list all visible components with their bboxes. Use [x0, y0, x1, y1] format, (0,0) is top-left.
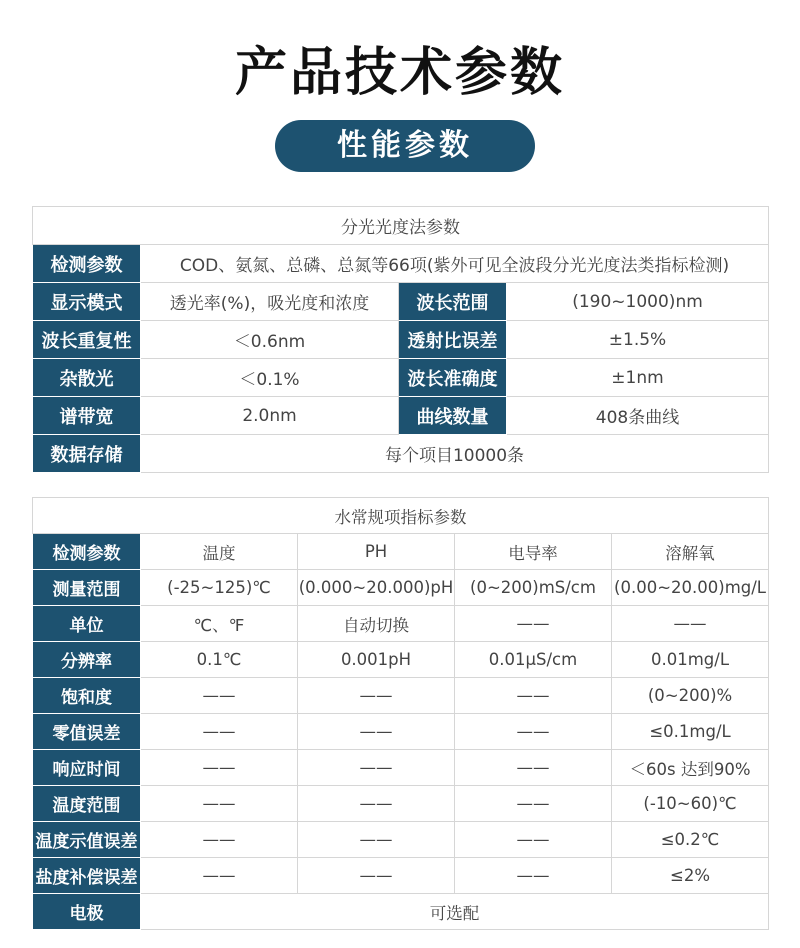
- cell-value: (190~1000)nm: [507, 283, 769, 321]
- cell-value: ——: [612, 606, 769, 642]
- table-row: [33, 283, 769, 321]
- table-row: [33, 786, 769, 822]
- column-header: 电导率: [455, 534, 612, 570]
- table-row: [33, 321, 769, 359]
- cell-value: 可选配: [141, 894, 769, 930]
- cell-value: ——: [455, 786, 612, 822]
- table-row: [33, 858, 769, 894]
- row-label: 透射比误差: [399, 321, 507, 359]
- cell-value: (-25~125)℃: [141, 570, 298, 606]
- row-label: 检测参数: [33, 534, 141, 570]
- table-row: [33, 750, 769, 786]
- cell-value: ——: [141, 678, 298, 714]
- row-label: 数据存储: [33, 435, 141, 473]
- cell-value: ——: [298, 678, 455, 714]
- table-row: [33, 397, 769, 435]
- cell-value: (0~200)mS/cm: [455, 570, 612, 606]
- row-label: 测量范围: [33, 570, 141, 606]
- row-label: 波长准确度: [399, 359, 507, 397]
- row-label: 检测参数: [33, 245, 141, 283]
- table-row: [33, 678, 769, 714]
- cell-value: (-10~60)℃: [612, 786, 769, 822]
- row-label: 单位: [33, 606, 141, 642]
- cell-value: ——: [298, 714, 455, 750]
- cell-value: ＜0.6nm: [141, 321, 399, 359]
- cell-value: ±1.5%: [507, 321, 769, 359]
- cell-value: 透光率(%)，吸光度和浓度: [141, 283, 399, 321]
- cell-value: ——: [298, 786, 455, 822]
- cell-value: 自动切换: [298, 606, 455, 642]
- cell-value: ——: [141, 858, 298, 894]
- row-label: 分辨率: [33, 642, 141, 678]
- row-label: 波长重复性: [33, 321, 141, 359]
- row-label: 显示模式: [33, 283, 141, 321]
- row-label: 电极: [33, 894, 141, 930]
- cell-value: (0.00~20.00)mg/L: [612, 570, 769, 606]
- cell-value: ——: [298, 858, 455, 894]
- cell-value: 0.001pH: [298, 642, 455, 678]
- cell-value: COD、氨氮、总磷、总氮等66项(紫外可见全波段分光光度法类指标检测): [141, 245, 769, 283]
- column-header: 溶解氧: [612, 534, 769, 570]
- cell-value: ——: [455, 714, 612, 750]
- page-title: 产品技术参数: [234, 43, 565, 103]
- cell-value: (0.000~20.000)pH: [298, 570, 455, 606]
- water-parameters-table: [32, 497, 769, 930]
- cell-value: ≤2%: [612, 858, 769, 894]
- row-label: 响应时间: [33, 750, 141, 786]
- row-label: 盐度补偿误差: [33, 858, 141, 894]
- cell-value: ——: [455, 678, 612, 714]
- cell-value: ≤0.2℃: [612, 822, 769, 858]
- cell-value: ——: [141, 714, 298, 750]
- spectrophotometry-table: [32, 206, 769, 473]
- cell-value: ——: [141, 786, 298, 822]
- table-row: [33, 570, 769, 606]
- row-label: 谱带宽: [33, 397, 141, 435]
- row-label: 曲线数量: [399, 397, 507, 435]
- row-label: 温度示值误差: [33, 822, 141, 858]
- row-label: 零值误差: [33, 714, 141, 750]
- table-row: [33, 606, 769, 642]
- table-row: [33, 642, 769, 678]
- table-row: [33, 894, 769, 930]
- table-row: [33, 245, 769, 283]
- cell-value: ℃、℉: [141, 606, 298, 642]
- cell-value: ——: [141, 750, 298, 786]
- table-row: [33, 822, 769, 858]
- cell-value: 每个项目10000条: [141, 435, 769, 473]
- table-row: [33, 359, 769, 397]
- cell-value: ——: [298, 822, 455, 858]
- row-label: 杂散光: [33, 359, 141, 397]
- table-row: [33, 714, 769, 750]
- cell-value: 0.1℃: [141, 642, 298, 678]
- cell-value: ±1nm: [507, 359, 769, 397]
- cell-value: ——: [455, 858, 612, 894]
- cell-value: ＜60s 达到90%: [612, 750, 769, 786]
- table-header-row: [33, 534, 769, 570]
- row-label: 饱和度: [33, 678, 141, 714]
- table-row: [33, 435, 769, 473]
- cell-value: ——: [141, 822, 298, 858]
- cell-value: ——: [455, 606, 612, 642]
- table-caption: 水常规项指标参数: [33, 498, 769, 534]
- cell-value: 0.01μS/cm: [455, 642, 612, 678]
- section-badge: 性能参数: [275, 120, 535, 172]
- cell-value: ——: [455, 750, 612, 786]
- row-label: 温度范围: [33, 786, 141, 822]
- cell-value: ＜0.1%: [141, 359, 399, 397]
- cell-value: 2.0nm: [141, 397, 399, 435]
- table-caption: 分光光度法参数: [33, 207, 769, 245]
- cell-value: 408条曲线: [507, 397, 769, 435]
- cell-value: ≤0.1mg/L: [612, 714, 769, 750]
- cell-value: ——: [455, 822, 612, 858]
- cell-value: ——: [298, 750, 455, 786]
- column-header: 温度: [141, 534, 298, 570]
- row-label: 波长范围: [399, 283, 507, 321]
- column-header: PH: [298, 534, 455, 570]
- cell-value: (0~200)%: [612, 678, 769, 714]
- cell-value: 0.01mg/L: [612, 642, 769, 678]
